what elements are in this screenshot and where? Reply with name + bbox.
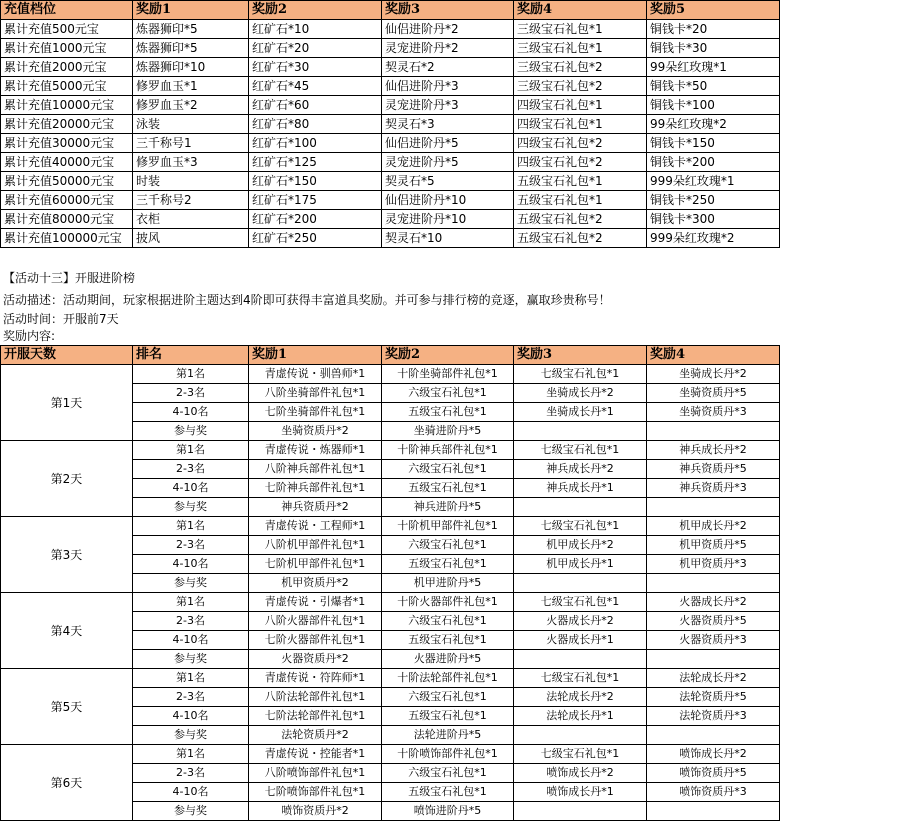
table-cell: 三千称号1 <box>133 134 249 153</box>
day-cell: 第2天 <box>1 441 133 517</box>
table-row <box>1 210 780 229</box>
table-cell: 坐骑成长丹*2 <box>514 384 647 403</box>
table-cell: 红矿石*100 <box>249 134 382 153</box>
table-cell: 铜钱卡*30 <box>647 39 780 58</box>
table-cell: 灵宠进阶丹*10 <box>382 210 514 229</box>
table-cell: 红矿石*200 <box>249 210 382 229</box>
activity-title: 【活动十三】开服进阶榜 <box>3 271 136 285</box>
table-cell: 八阶火器部件礼包*1 <box>249 612 382 631</box>
table-cell: 七级宝石礼包*1 <box>514 593 647 612</box>
column-header: 奖励2 <box>249 1 382 20</box>
table-cell: 铜钱卡*200 <box>647 153 780 172</box>
table-cell: 灵宠进阶丹*3 <box>382 96 514 115</box>
table-cell: 十阶法轮部件礼包*1 <box>382 669 514 688</box>
table-cell: 八阶喷饰部件礼包*1 <box>249 764 382 783</box>
table-cell: 2-3名 <box>133 688 249 707</box>
table-cell: 六级宝石礼包*1 <box>382 536 514 555</box>
table-cell: 2-3名 <box>133 612 249 631</box>
table-cell: 机甲进阶丹*5 <box>382 574 514 593</box>
table-cell: 4-10名 <box>133 403 249 422</box>
table-row <box>1 229 780 248</box>
table-cell: 累计充值50000元宝 <box>1 172 133 191</box>
table-row <box>1 77 780 96</box>
table-cell: 七级宝石礼包*1 <box>514 745 647 764</box>
table-row <box>1 365 780 384</box>
table-cell: 参与奖 <box>133 422 249 441</box>
table-cell <box>514 574 647 593</box>
table-cell: 十阶坐骑部件礼包*1 <box>382 365 514 384</box>
table-cell: 参与奖 <box>133 650 249 669</box>
table-cell: 机甲成长丹*2 <box>647 517 780 536</box>
table-row <box>1 58 780 77</box>
table-cell: 红矿石*20 <box>249 39 382 58</box>
column-header: 充值档位 <box>1 1 133 20</box>
table-cell: 修罗血玉*2 <box>133 96 249 115</box>
table-cell: 4-10名 <box>133 555 249 574</box>
table-cell <box>647 650 780 669</box>
table-cell: 4-10名 <box>133 479 249 498</box>
table-cell: 十阶机甲部件礼包*1 <box>382 517 514 536</box>
table-cell: 红矿石*150 <box>249 172 382 191</box>
table-cell: 参与奖 <box>133 498 249 517</box>
table-cell: 机甲资质丹*5 <box>647 536 780 555</box>
column-header: 奖励5 <box>647 1 780 20</box>
table-cell <box>514 498 647 517</box>
table-cell: 五级宝石礼包*1 <box>382 707 514 726</box>
table-row <box>1 669 780 688</box>
table-cell: 七阶法轮部件礼包*1 <box>249 707 382 726</box>
table-cell: 累计充值40000元宝 <box>1 153 133 172</box>
table-cell: 法轮资质丹*3 <box>647 707 780 726</box>
table-row <box>1 172 780 191</box>
table-cell: 累计充值30000元宝 <box>1 134 133 153</box>
table-cell: 红矿石*60 <box>249 96 382 115</box>
table-cell: 五级宝石礼包*1 <box>382 403 514 422</box>
table-cell: 喷饰成长丹*1 <box>514 783 647 802</box>
table-cell: 青虚传说・控能者*1 <box>249 745 382 764</box>
table-cell: 十阶喷饰部件礼包*1 <box>382 745 514 764</box>
table-cell: 修罗血玉*3 <box>133 153 249 172</box>
column-header: 奖励2 <box>382 346 514 365</box>
table-cell: 火器进阶丹*5 <box>382 650 514 669</box>
column-header: 奖励4 <box>514 1 647 20</box>
table-row <box>1 745 780 764</box>
table-cell <box>647 802 780 821</box>
table-cell: 2-3名 <box>133 460 249 479</box>
table-cell: 累计充值20000元宝 <box>1 115 133 134</box>
table-cell: 四级宝石礼包*1 <box>514 96 647 115</box>
table-cell: 喷饰成长丹*2 <box>647 745 780 764</box>
table-cell: 五级宝石礼包*1 <box>382 631 514 650</box>
table-cell: 七阶神兵部件礼包*1 <box>249 479 382 498</box>
table-cell: 八阶机甲部件礼包*1 <box>249 536 382 555</box>
table-cell: 青虚传说・引爆者*1 <box>249 593 382 612</box>
table-cell: 三千称号2 <box>133 191 249 210</box>
rank-reward-table <box>0 345 780 821</box>
table-cell: 999朵红玫瑰*2 <box>647 229 780 248</box>
table-row <box>1 593 780 612</box>
table-cell: 2-3名 <box>133 764 249 783</box>
table-cell: 七级宝石礼包*1 <box>514 441 647 460</box>
table-cell: 三级宝石礼包*2 <box>514 77 647 96</box>
table-cell: 火器资质丹*3 <box>647 631 780 650</box>
table-cell: 坐骑资质丹*3 <box>647 403 780 422</box>
table-cell: 六级宝石礼包*1 <box>382 612 514 631</box>
table-cell: 参与奖 <box>133 802 249 821</box>
table-cell: 第1名 <box>133 593 249 612</box>
table-cell: 五级宝石礼包*1 <box>514 191 647 210</box>
table-cell: 八阶法轮部件礼包*1 <box>249 688 382 707</box>
table-cell: 法轮成长丹*1 <box>514 707 647 726</box>
table-cell: 铜钱卡*150 <box>647 134 780 153</box>
table-cell: 炼器狮印*5 <box>133 20 249 39</box>
table-cell: 神兵资质丹*2 <box>249 498 382 517</box>
table-cell: 机甲资质丹*3 <box>647 555 780 574</box>
activity-time: 活动时间：开服前7天 <box>3 312 119 326</box>
table-cell: 七级宝石礼包*1 <box>514 669 647 688</box>
table-cell: 八阶坐骑部件礼包*1 <box>249 384 382 403</box>
table-cell: 累计充值1000元宝 <box>1 39 133 58</box>
recharge-reward-table <box>0 0 780 248</box>
table-cell: 六级宝石礼包*1 <box>382 384 514 403</box>
column-header: 奖励3 <box>382 1 514 20</box>
table-cell: 衣柜 <box>133 210 249 229</box>
table-cell: 坐骑资质丹*5 <box>647 384 780 403</box>
table-row <box>1 134 780 153</box>
table-cell: 神兵成长丹*1 <box>514 479 647 498</box>
table-cell <box>647 498 780 517</box>
table-cell: 契灵石*5 <box>382 172 514 191</box>
table-cell: 累计充值60000元宝 <box>1 191 133 210</box>
column-header: 奖励4 <box>647 346 780 365</box>
table-cell: 灵宠进阶丹*5 <box>382 153 514 172</box>
table-cell: 修罗血玉*1 <box>133 77 249 96</box>
table-cell: 坐骑成长丹*2 <box>647 365 780 384</box>
day-cell: 第1天 <box>1 365 133 441</box>
table-cell: 十阶火器部件礼包*1 <box>382 593 514 612</box>
table-cell: 五级宝石礼包*2 <box>514 210 647 229</box>
table-cell: 第1名 <box>133 745 249 764</box>
table-cell: 神兵成长丹*2 <box>514 460 647 479</box>
table-cell: 四级宝石礼包*2 <box>514 134 647 153</box>
table-row <box>1 517 780 536</box>
table-cell: 累计充值80000元宝 <box>1 210 133 229</box>
table-cell: 坐骑成长丹*1 <box>514 403 647 422</box>
table-cell: 三级宝石礼包*1 <box>514 39 647 58</box>
table-row <box>1 441 780 460</box>
table-cell: 神兵资质丹*3 <box>647 479 780 498</box>
table-cell: 五级宝石礼包*1 <box>382 555 514 574</box>
table-cell: 火器资质丹*2 <box>249 650 382 669</box>
table-cell: 99朵红玫瑰*2 <box>647 115 780 134</box>
table-cell: 七级宝石礼包*1 <box>514 365 647 384</box>
table-cell <box>514 650 647 669</box>
table-cell: 神兵进阶丹*5 <box>382 498 514 517</box>
column-header: 开服天数 <box>1 346 133 365</box>
table-cell: 机甲成长丹*2 <box>514 536 647 555</box>
table-cell: 第1名 <box>133 517 249 536</box>
table-cell: 红矿石*45 <box>249 77 382 96</box>
table-cell: 法轮资质丹*2 <box>249 726 382 745</box>
table-row <box>1 191 780 210</box>
table-cell: 2-3名 <box>133 384 249 403</box>
reward-content-label: 奖励内容: <box>3 329 56 343</box>
table-cell <box>647 726 780 745</box>
table-cell: 法轮成长丹*2 <box>514 688 647 707</box>
table-cell: 红矿石*30 <box>249 58 382 77</box>
table-cell: 4-10名 <box>133 631 249 650</box>
table-cell <box>514 726 647 745</box>
table-cell: 披风 <box>133 229 249 248</box>
column-header: 奖励1 <box>133 1 249 20</box>
table-row <box>1 153 780 172</box>
table-cell: 七阶机甲部件礼包*1 <box>249 555 382 574</box>
table-cell: 喷饰资质丹*5 <box>647 764 780 783</box>
table-cell: 四级宝石礼包*2 <box>514 153 647 172</box>
table-cell: 999朵红玫瑰*1 <box>647 172 780 191</box>
table-cell <box>514 422 647 441</box>
table-cell: 七级宝石礼包*1 <box>514 517 647 536</box>
table-cell: 喷饰资质丹*2 <box>249 802 382 821</box>
table-cell: 4-10名 <box>133 707 249 726</box>
table-cell: 五级宝石礼包*2 <box>514 229 647 248</box>
table-cell: 红矿石*10 <box>249 20 382 39</box>
day-cell: 第6天 <box>1 745 133 821</box>
table-cell: 炼器狮印*10 <box>133 58 249 77</box>
day-cell: 第4天 <box>1 593 133 669</box>
table-cell: 契灵石*10 <box>382 229 514 248</box>
table-cell: 灵宠进阶丹*2 <box>382 39 514 58</box>
day-cell: 第5天 <box>1 669 133 745</box>
table-cell: 五级宝石礼包*1 <box>382 479 514 498</box>
table-cell: 青虚传说・驯兽师*1 <box>249 365 382 384</box>
table-cell: 仙侣进阶丹*10 <box>382 191 514 210</box>
table-cell: 仙侣进阶丹*5 <box>382 134 514 153</box>
table-cell: 七阶坐骑部件礼包*1 <box>249 403 382 422</box>
table-cell: 青虚传说・符阵师*1 <box>249 669 382 688</box>
table-cell: 参与奖 <box>133 726 249 745</box>
table-cell: 仙侣进阶丹*2 <box>382 20 514 39</box>
table-cell: 4-10名 <box>133 783 249 802</box>
table-cell: 六级宝石礼包*1 <box>382 460 514 479</box>
table-cell: 累计充值100000元宝 <box>1 229 133 248</box>
table-cell: 青虚传说・工程师*1 <box>249 517 382 536</box>
table-cell: 累计充值5000元宝 <box>1 77 133 96</box>
table-header-row <box>1 1 780 20</box>
table-cell: 红矿石*125 <box>249 153 382 172</box>
table-row <box>1 96 780 115</box>
table-row <box>1 115 780 134</box>
day-cell: 第3天 <box>1 517 133 593</box>
table-cell: 炼器狮印*5 <box>133 39 249 58</box>
table-cell: 累计充值500元宝 <box>1 20 133 39</box>
table-cell: 参与奖 <box>133 574 249 593</box>
table-cell: 铜钱卡*20 <box>647 20 780 39</box>
table-cell: 第1名 <box>133 441 249 460</box>
table-cell: 契灵石*2 <box>382 58 514 77</box>
table-cell: 三级宝石礼包*2 <box>514 58 647 77</box>
table-cell: 铜钱卡*100 <box>647 96 780 115</box>
table-cell: 喷饰成长丹*2 <box>514 764 647 783</box>
table-cell: 时装 <box>133 172 249 191</box>
table-cell: 铜钱卡*300 <box>647 210 780 229</box>
table-cell: 法轮进阶丹*5 <box>382 726 514 745</box>
table-cell: 第1名 <box>133 669 249 688</box>
table-cell: 火器成长丹*1 <box>514 631 647 650</box>
table-cell: 三级宝石礼包*1 <box>514 20 647 39</box>
table-cell: 泳装 <box>133 115 249 134</box>
table-cell: 四级宝石礼包*1 <box>514 115 647 134</box>
table-cell: 五级宝石礼包*1 <box>382 783 514 802</box>
table-cell: 火器成长丹*2 <box>647 593 780 612</box>
table-cell: 火器成长丹*2 <box>514 612 647 631</box>
table-cell: 八阶神兵部件礼包*1 <box>249 460 382 479</box>
table-cell: 累计充值10000元宝 <box>1 96 133 115</box>
table-cell: 喷饰进阶丹*5 <box>382 802 514 821</box>
table-cell: 红矿石*175 <box>249 191 382 210</box>
column-header: 排名 <box>133 346 249 365</box>
table-row <box>1 39 780 58</box>
table-cell: 累计充值2000元宝 <box>1 58 133 77</box>
table-cell: 七阶喷饰部件礼包*1 <box>249 783 382 802</box>
column-header: 奖励1 <box>249 346 382 365</box>
table-cell: 仙侣进阶丹*3 <box>382 77 514 96</box>
table-cell: 机甲成长丹*1 <box>514 555 647 574</box>
table-cell <box>647 574 780 593</box>
table-cell: 2-3名 <box>133 536 249 555</box>
table-cell: 六级宝石礼包*1 <box>382 764 514 783</box>
table-cell: 铜钱卡*250 <box>647 191 780 210</box>
table-cell: 坐骑进阶丹*5 <box>382 422 514 441</box>
table-cell: 神兵成长丹*2 <box>647 441 780 460</box>
table-cell: 法轮成长丹*2 <box>647 669 780 688</box>
table-cell: 六级宝石礼包*1 <box>382 688 514 707</box>
table-cell <box>647 422 780 441</box>
table-cell: 坐骑资质丹*2 <box>249 422 382 441</box>
table-cell: 神兵资质丹*5 <box>647 460 780 479</box>
table-cell: 法轮资质丹*5 <box>647 688 780 707</box>
table-cell: 喷饰资质丹*3 <box>647 783 780 802</box>
table-row <box>1 20 780 39</box>
table-cell: 五级宝石礼包*1 <box>514 172 647 191</box>
table-cell <box>514 802 647 821</box>
column-header: 奖励3 <box>514 346 647 365</box>
table-cell: 青虚传说・炼器师*1 <box>249 441 382 460</box>
table-cell: 99朵红玫瑰*1 <box>647 58 780 77</box>
table-header-row <box>1 346 780 365</box>
table-cell: 十阶神兵部件礼包*1 <box>382 441 514 460</box>
table-cell: 火器资质丹*5 <box>647 612 780 631</box>
table-cell: 第1名 <box>133 365 249 384</box>
table-cell: 机甲资质丹*2 <box>249 574 382 593</box>
table-cell: 契灵石*3 <box>382 115 514 134</box>
table-cell: 七阶火器部件礼包*1 <box>249 631 382 650</box>
table-cell: 红矿石*250 <box>249 229 382 248</box>
table-cell: 铜钱卡*50 <box>647 77 780 96</box>
table-cell: 红矿石*80 <box>249 115 382 134</box>
activity-description: 活动描述：活动期间，玩家根据进阶主题达到4阶即可获得丰富道具奖励。并可参与排行榜的竞逐，赢取珍贵称号！ <box>3 293 611 307</box>
